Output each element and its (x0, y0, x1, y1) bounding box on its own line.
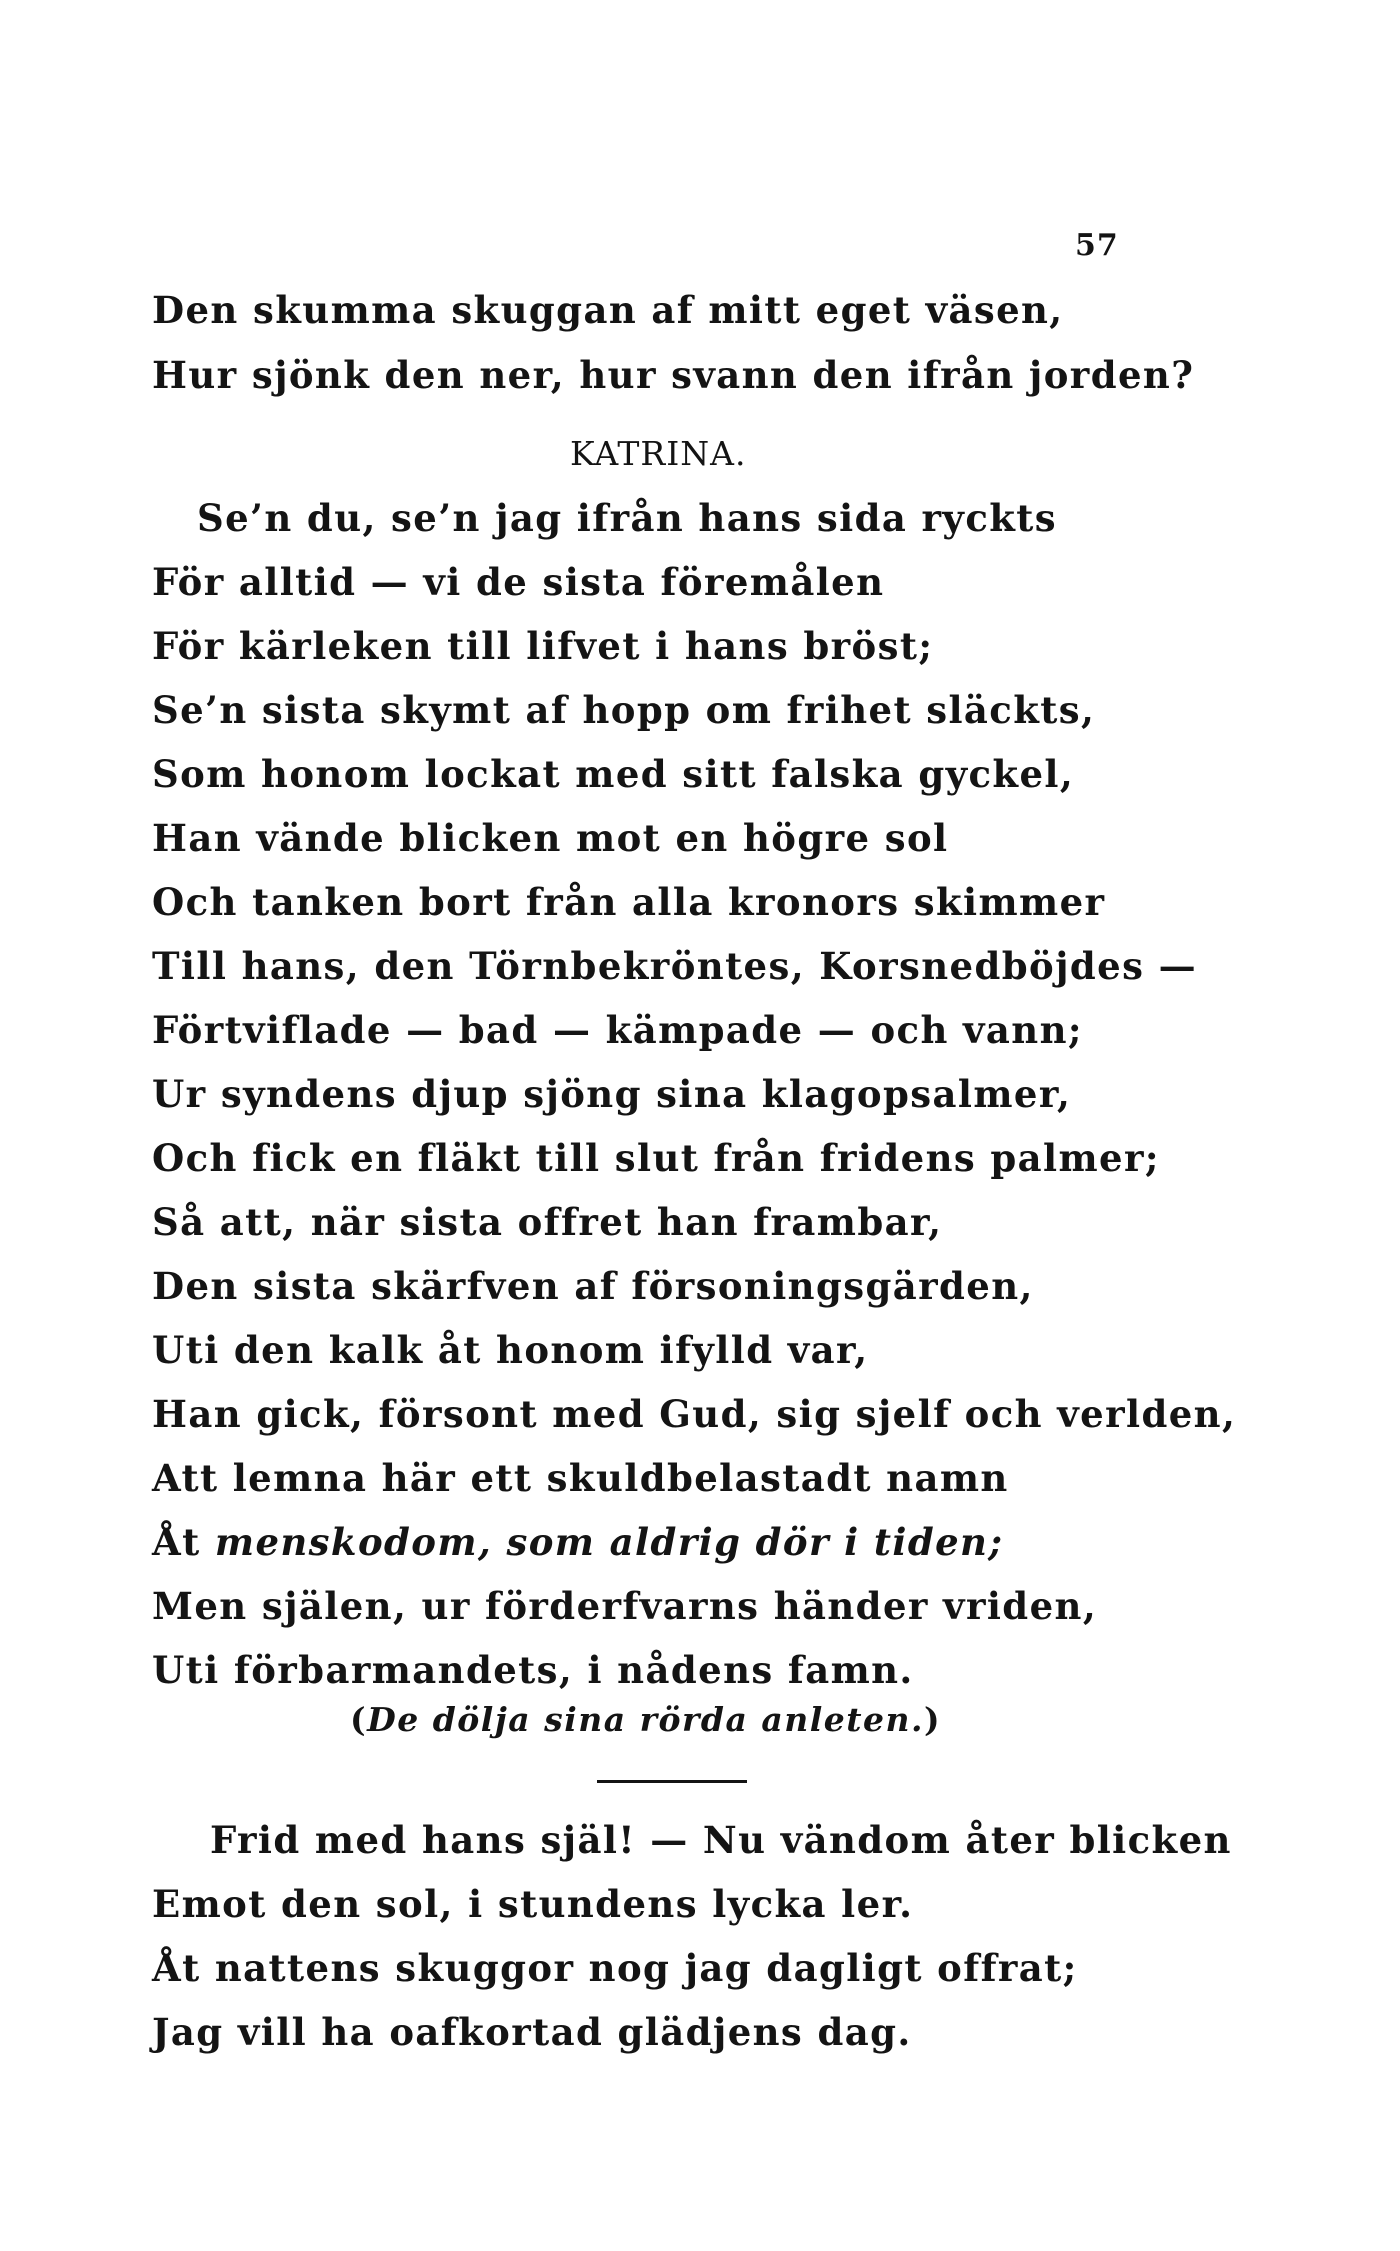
verse-line: Men själen, ur förderfvarns händer vriden, (152, 1584, 1098, 1628)
verse-line-mixed (152, 1520, 1004, 1564)
verse-line: Och tanken bort från alla kronors skimmer (152, 880, 1106, 924)
verse-line: Den sista skärfven af försoningsgärden, (152, 1264, 1034, 1308)
verse-line: Den skumma skuggan af mitt eget väsen, (152, 288, 1064, 332)
verse-line: Uti förbarmandets, i nådens famn. (152, 1648, 914, 1692)
verse-line: Förtviflade — bad — kämpade — och vann; (152, 1008, 1083, 1052)
verse-text: Åt (152, 1520, 215, 1564)
verse-line: Och fick en fläkt till slut från fridens palmer; (152, 1136, 1160, 1180)
verse-line: Åt nattens skuggor nog jag dagligt offrat; (152, 1946, 1078, 1990)
verse-text-italic: menskodom, som aldrig dör i tiden; (214, 1520, 1004, 1564)
verse-line: Se’n du, se’n jag ifrån hans sida ryckts (197, 496, 1058, 540)
verse-line: Emot den sol, i stundens lycka ler. (152, 1882, 914, 1926)
stage-direction-text: De dölja sina rörda anleten. (367, 1700, 924, 1739)
stage-direction-close: ) (924, 1700, 942, 1739)
verse-line: Jag vill ha oafkortad glädjens dag. (152, 2010, 912, 2054)
verse-line: Till hans, den Törnbekröntes, Korsnedböjdes — (152, 944, 1198, 988)
verse-line: Han gick, försont med Gud, sig sjelf och verlden, (152, 1392, 1237, 1436)
verse-line: För kärleken till lifvet i hans bröst; (152, 624, 934, 668)
verse-line: Att lemna här ett skuldbelastadt namn (152, 1456, 1009, 1500)
verse-line: För alltid — vi de sista föremålen (152, 560, 885, 604)
stage-direction (350, 1700, 942, 1739)
verse-line: Som honom lockat med sitt falska gyckel, (152, 752, 1075, 796)
page-number: 57 (1075, 228, 1119, 263)
verse-line: Se’n sista skymt af hopp om frihet släckts, (152, 688, 1096, 732)
verse-line: Så att, när sista offret han frambar, (152, 1200, 943, 1244)
verse-line: Uti den kalk åt honom ifylld var, (152, 1328, 869, 1372)
stage-direction-open: ( (350, 1700, 368, 1739)
verse-line: Hur sjönk den ner, hur svann den ifrån jorden? (152, 353, 1195, 397)
verse-line: Frid med hans själ! — Nu vändom åter blicken (210, 1818, 1232, 1862)
speaker-name: KATRINA. (570, 434, 747, 473)
verse-line: Han vände blicken mot en högre sol (152, 816, 949, 860)
verse-line: Ur syndens djup sjöng sina klagopsalmer, (152, 1072, 1072, 1116)
section-divider (597, 1780, 747, 1783)
